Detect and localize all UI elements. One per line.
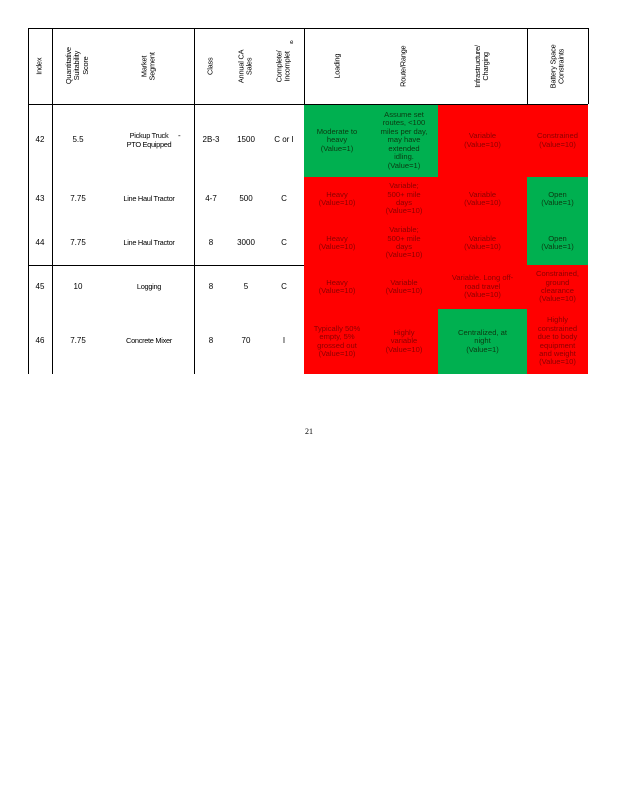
- cell-infra: Variable (Value=10): [438, 104, 527, 177]
- cell-infra: Variable. Long off- road travel (Value=10): [438, 265, 527, 309]
- header-route: Route/Range: [398, 45, 408, 87]
- cell-score: 7.75: [70, 237, 86, 247]
- cell-sales: 3000: [237, 237, 255, 247]
- cell-index: 44: [35, 237, 45, 247]
- cell-battery: Highly constrained due to body equipment and weight (Value=10): [527, 309, 588, 374]
- cell-loading: Heavy (Value=10): [304, 177, 370, 221]
- cell-battery: Open (Value=1): [527, 177, 588, 221]
- cell-infra: Centralized, at night (Value=1): [438, 309, 527, 374]
- header-class: Class: [205, 57, 215, 75]
- cell-complete: C: [281, 193, 287, 203]
- cell-index: 42: [35, 135, 45, 145]
- cell-sales: 70: [241, 336, 251, 346]
- cell-loading: Heavy (Value=10): [304, 265, 370, 309]
- cell-complete: I: [282, 336, 286, 346]
- cell-sales: 500: [239, 193, 253, 203]
- cell-class: 8: [208, 281, 214, 291]
- cell-class: 4-7: [205, 193, 217, 203]
- cell-complete: C: [281, 281, 287, 291]
- cell-infra: Variable (Value=10): [438, 177, 527, 221]
- cell-loading: Heavy (Value=10): [304, 221, 370, 265]
- cell-route: Assume set routes, <100 miles per day, may have extended idling. (Value=1): [370, 104, 438, 177]
- page-number: 21: [305, 427, 313, 436]
- header-infra: Infrastructure/ Charging: [473, 44, 491, 88]
- cell-route: Variable; 500+ mile days (Value=10): [370, 221, 438, 265]
- cell-loading: Typically 50% empty, 5% grossed out (Value=10): [304, 309, 370, 374]
- cell-class: 8: [208, 237, 214, 247]
- cell-battery: Open (Value=1): [527, 221, 588, 265]
- cell-score: 7.75: [70, 336, 86, 346]
- cell-sales: 1500: [237, 135, 255, 145]
- cell-route: Variable (Value=10): [370, 265, 438, 309]
- row-42-dash: -: [178, 131, 181, 140]
- cell-loading: Moderate to heavy (Value=1): [304, 104, 370, 177]
- cell-route: Highly variable (Value=10): [370, 309, 438, 374]
- cell-battery: Constrained (Value=10): [527, 104, 588, 177]
- cell-class: 8: [208, 336, 214, 346]
- cell-segment: Pickup Truck PTO Equipped: [126, 131, 172, 149]
- cell-score: 10: [73, 281, 83, 291]
- cell-index: 43: [35, 193, 45, 203]
- cell-sales: 5: [243, 281, 249, 291]
- cell-complete: C or I: [274, 135, 294, 145]
- cell-score: 7.75: [70, 193, 86, 203]
- header-sales: Annual CA Sales: [236, 49, 254, 83]
- header-loading: Loading: [331, 53, 341, 79]
- cell-battery: Constrained, ground clearance (Value=10): [527, 265, 588, 309]
- cell-class: 2B-3: [202, 135, 220, 145]
- cell-index: 45: [35, 281, 45, 291]
- cell-route: Variable; 500+ mile days (Value=10): [370, 177, 438, 221]
- cell-index: 46: [35, 336, 45, 346]
- cell-segment: Logging: [136, 281, 162, 291]
- header-segment: Market Segment: [139, 51, 157, 81]
- cell-segment: Concrete Mixer: [126, 336, 172, 346]
- cell-segment: Line Haul Tractor: [123, 237, 175, 247]
- header-complete: Complete/ Incomplet: [274, 50, 292, 82]
- header-score: Quantitative Suitability Score: [64, 47, 91, 85]
- cell-score: 5.5: [72, 135, 84, 145]
- cell-complete: C: [281, 237, 287, 247]
- header-battery: Battery Space Constraints: [548, 44, 566, 88]
- header-complete-mark: e: [290, 40, 294, 46]
- cell-infra: Variable (Value=10): [438, 221, 527, 265]
- cell-segment: Line Haul Tractor: [123, 193, 175, 203]
- header-index: Index: [34, 57, 44, 75]
